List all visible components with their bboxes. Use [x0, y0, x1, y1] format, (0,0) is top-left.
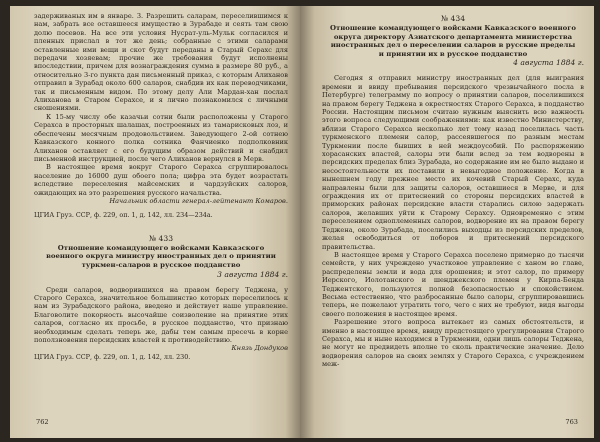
document-date-433: 3 августа 1884 г. [217, 269, 288, 279]
document-date-434: 4 августа 1884 г. [513, 58, 584, 68]
document-number-434: № 434 [440, 14, 466, 23]
open-book [10, 6, 594, 438]
archive-source-1: ЦГИА Груз. ССР, ф. 229, оп. 1, д. 142, лл. 234—234а. [34, 211, 213, 220]
archive-source-2: ЦГИА Груз. ССР, ф. 229, оп. 1, д. 142, лл. 230. [34, 352, 191, 361]
signature-komarov: Начальник области генерал-лейтенант Комаров. [109, 196, 288, 205]
document-434-paragraph-3: Разрешение этого вопроса вытекает из самых обстоятельств, и именно в настоящее время, ввиду предстоящего урегулирования Старого Серахса, мы и ныне находимся в Туркмении, одни лишь салоры Теджена, не могут не предвидеть вполне то сколь практические значение. Дело водворения салоров на своих землях у Старого Серахса, с учреждением меж- [322, 318, 584, 369]
document-title-434: Отношение командующего войсками Кавказского военного округа директору Азиатского департамента министерства иностранных дел о переселении саларов в русские пределы и принятии их в русское подданство [329, 24, 577, 58]
document-433-body: Среди саларов, водворившихся на правом берегу Теджена, у Старого Серахса, значительное большинство которых переселилось к нам из Зурабадского района, введено и действует наше управление. Благоволите покорность высочайше соизволение на принятие этих саларов, согласно их просьбе, в русское подданство, что признаю необходимым сделать теперь же, дабы тем самым пресечь в корне поползновения персидских властей к противодействию. [34, 285, 288, 344]
page-number-right: 763 [565, 418, 578, 426]
page-number-left: 762 [36, 418, 49, 426]
continuation-paragraph-2: К 15-му числу обе казачьи сотни были расположены у Старого Серахса в просторных шалашах, построенных из тамарисковых лоз, и обеспечены месячным продовольствием. Заведующего 2-ой сотнею Кавказского конного полка сотника Фанчиенко подполковник Алиханов оставляет с его будущим образом действий и снабдил письменной инструкцией, после чего Алиханов вернулся в Мерв. [34, 112, 288, 163]
document-434-paragraph-1: Сегодня я отправил министру иностранных дел (для выиграния времени и ввиду пребывания персидского чрезвычайного посла в Петербурге) телеграмму по вопросу о принятии саларов, поселившихся на правом берегу Теджена в окрестностях Старого Серахса, в подданство России. Настоящим письмом считаю нужным выяснить всю важность этого вопроса следующими соображениями: как известно Министерству, вблизи Старого Серахса несколько лет тому назад поселилась часть туркменского племени салор, рассеявшегося по разным местам Туркмении после бывших в ней междоусобий. По распоряжению хорасанских властей, салоры эти были вслед за тем водворены в персидских пределах близ Зурабада, но содержание им не было выдано и несостоятельности их поставили в невыгодное положение. Когда в нынешнем году прежнее место их кочевий Старый Серахс, куда направлены были для защиты салоров, оставшиеся в Мерве, и для ограждения их от притеснений со стороны персидских властей в приморских районах персидские власти старались силою задержать салоров, желавших уйти к Старому Серахсу. Одновременно с этим переселением одноплеменных салоров, водворение их на правом берегу Теджена, около Зурабада, поселились выходцы из персидских пределов, желая освободиться от поборов и притеснений персидского правительства. [322, 74, 584, 251]
document-number-433: № 433 [148, 233, 174, 243]
continuation-paragraph-1: задерживаных им в январе. 3. Разрешить саларам, переселившимся к нам, забрать все оставшееся имущество в Зурабаде и сеять там свою долю посевов. На все эти условия Нусрат-уль-Мульк согласился и пленных прислал в тот же день; собранные с этими саларами оставленные ими вещи и скот будут переданы в Старый Серахс для передачи хозяевам; прочие же требования будут исполнены впоследствии, причем для вознаграждения сумма в размере 80 руб., а относительно 3-го пункта дан письменный приказ, с которым Алиханов отправил в Зурабад около 600 саларов, снабдив их как переводчиками, так и письменным видом. По этому делу Али Мардан-хан послал Алиханова в Старом Серахсе, и я лично познакомился с личными сношениями. [34, 12, 288, 113]
continuation-paragraph-3: В настоящее время вокруг Старого Серахса сгруппировалось население до 16000 душ обоего пола; цифра эта будет возрастать вследствие переселения майсемских и чардзуйских салоров, ожидающих на это разрешения русского начальства. [34, 163, 288, 197]
left-page [10, 6, 300, 438]
right-page [300, 6, 594, 438]
document-434-paragraph-2: В настоящее время у Старого Серахса поселено примерно до тысячи семейств, у них учреждено участковое управление с ханом во главе, распределены земли и вода для орошения; и этот салор, по примеру Иерского, Иолотанского и шенджекского племен у Кирпа-Бенда Теджентского, пользуются полной безопасностью и спокойствием. Весьма естественно, что разбросанные было салоры, сгруппировавшись теперь, не пожелают утратить того, чего с них не требуют, видя выгоды своего положения в настоящее время. [322, 250, 584, 318]
document-title-433: Отношение командующего войсками Кавказского военного округа министру иностранных дел о принятии туркмен-саларов в русское подданство [46, 243, 276, 269]
signature-dondukov: Князь Дондуков [231, 344, 288, 353]
